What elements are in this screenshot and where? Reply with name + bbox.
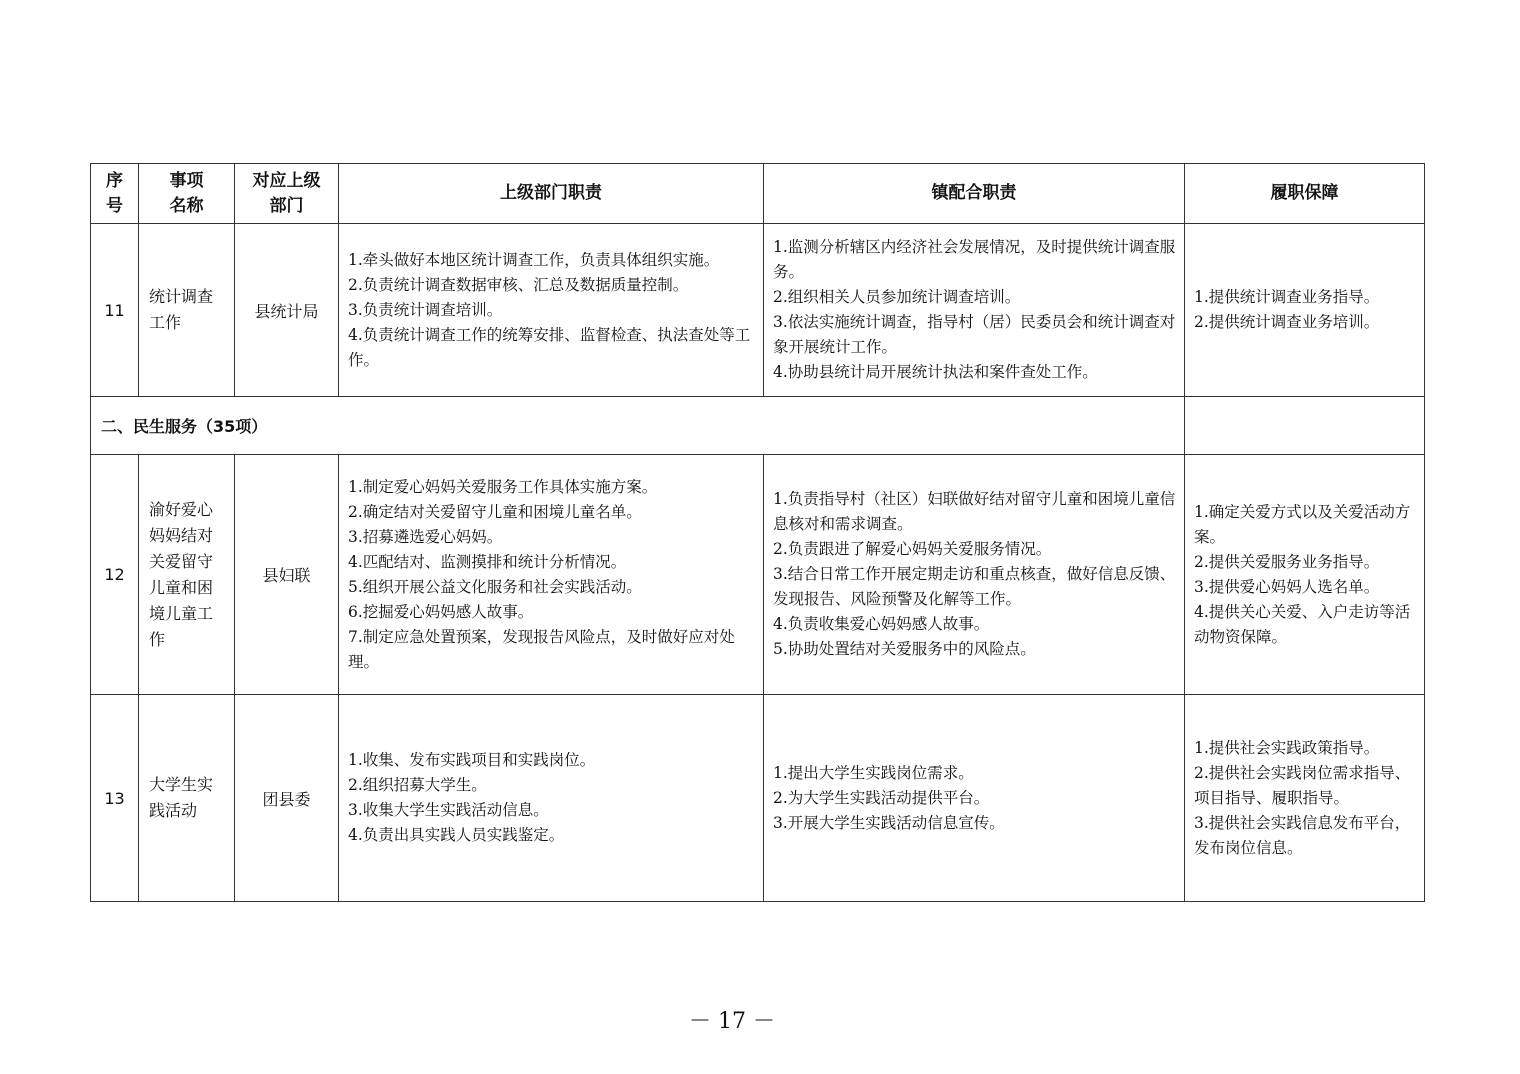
duty-item: 1.提出大学生实践岗位需求。 — [773, 763, 974, 782]
row-upper-duty — [339, 695, 764, 902]
section-title: 二、民生服务（35项） — [91, 397, 1185, 455]
row-name: 统计调查 工作 — [139, 224, 235, 397]
row-guarantee — [1185, 224, 1425, 397]
row-town-duty — [764, 695, 1185, 902]
row-name: 大学生实践活动 — [139, 695, 235, 902]
duty-item: 1.制定爱心妈妈关爱服务工作具体实施方案。 — [348, 477, 658, 496]
duty-item: 2.提供社会实践岗位需求指导、项目指导、履职指导。 — [1194, 763, 1411, 807]
duty-item: 2.组织相关人员参加统计调查培训。 — [773, 288, 1021, 306]
row-dept: 团县委 — [235, 695, 339, 902]
duty-item: 3.开展大学生实践活动信息宣传。 — [773, 813, 1005, 832]
duty-item: 4.负责出具实践人员实践鉴定。 — [348, 826, 565, 844]
duty-item: 3.收集大学生实践活动信息。 — [348, 801, 549, 819]
row-guarantee — [1185, 695, 1425, 902]
duty-item: 7.制定应急处置预案，发现报告风险点，及时做好应对处理。 — [348, 627, 735, 671]
row-name: 渝好爱心妈妈结对关爱留守儿童和困境儿童工作 — [139, 455, 235, 695]
duty-item: 3.依法实施统计调查，指导村（居）民委员会和统计调查对象开展统计工作。 — [773, 313, 1176, 356]
row-seq: 11 — [91, 224, 139, 397]
row-upper-duty — [339, 224, 764, 397]
duty-item: 2.提供关爱服务业务指导。 — [1194, 552, 1380, 571]
duty-item: 1.收集、发布实践项目和实践岗位。 — [348, 751, 596, 769]
duty-item: 5.组织开展公益文化服务和社会实践活动。 — [348, 577, 642, 596]
section-empty-cell — [1185, 397, 1425, 455]
page-number: － 17 － — [689, 1009, 775, 1034]
duty-item: 3.负责统计调查培训。 — [348, 300, 503, 319]
duty-table — [90, 163, 1425, 902]
duty-item: 1.负责指导村（社区）妇联做好结对留守儿童和困境儿童信息核对和需求调查。 — [773, 490, 1176, 533]
duty-item: 4.负责统计调查工作的统筹安排、监督检查、执法查处等工作。 — [348, 325, 751, 369]
duty-item: 1.提供社会实践政策指导。 — [1194, 738, 1380, 757]
section-row — [91, 397, 1425, 455]
header-row — [91, 164, 1425, 224]
duty-item: 1.确定关爱方式以及关爱活动方案。 — [1194, 502, 1411, 546]
header-upper-duty: 上级部门职责 — [339, 164, 764, 224]
row-guarantee — [1185, 455, 1425, 695]
duty-item: 2.确定结对关爱留守儿童和困境儿童名单。 — [348, 502, 642, 521]
duty-item: 1.提供统计调查业务指导。 — [1194, 288, 1380, 306]
header-guarantee: 履职保障 — [1185, 164, 1425, 224]
duty-item: 6.挖掘爱心妈妈感人故事。 — [348, 602, 534, 621]
row-seq: 12 — [91, 455, 139, 695]
row-town-duty — [764, 455, 1185, 695]
duty-item: 3.提供社会实践信息发布平台，发布岗位信息。 — [1194, 813, 1411, 857]
table-row — [91, 455, 1425, 695]
duty-item: 4.协助县统计局开展统计执法和案件查处工作。 — [773, 363, 1098, 381]
row-upper-duty — [339, 455, 764, 695]
duty-item: 2.负责统计调查数据审核、汇总及数据质量控制。 — [348, 275, 689, 294]
duty-item: 5.协助处置结对关爱服务中的风险点。 — [773, 640, 1036, 658]
row-dept: 县统计局 — [235, 224, 339, 397]
header-name: 事项 名称 — [139, 164, 235, 224]
duty-item: 2.组织招募大学生。 — [348, 776, 487, 794]
duty-item: 3.提供爱心妈妈人选名单。 — [1194, 577, 1380, 596]
duty-item: 2.为大学生实践活动提供平台。 — [773, 788, 990, 807]
duty-item: 4.负责收集爱心妈妈感人故事。 — [773, 615, 990, 633]
duty-item: 3.结合日常工作开展定期走访和重点核查，做好信息反馈、发现报告、风险预警及化解等工作。 — [773, 565, 1176, 608]
header-town-duty: 镇配合职责 — [764, 164, 1185, 224]
row-dept: 县妇联 — [235, 455, 339, 695]
header-dept: 对应上级 部门 — [235, 164, 339, 224]
table-row — [91, 224, 1425, 397]
duty-item: 1.牵头做好本地区统计调查工作，负责具体组织实施。 — [348, 250, 720, 269]
duty-item: 2.提供统计调查业务培训。 — [1194, 313, 1380, 331]
duty-item: 1.监测分析辖区内经济社会发展情况，及时提供统计调查服务。 — [773, 238, 1176, 281]
duty-item: 4.匹配结对、监测摸排和统计分析情况。 — [348, 552, 627, 571]
duty-item: 4.提供关心关爱、入户走访等活动物资保障。 — [1194, 602, 1411, 646]
duty-item: 2.负责跟进了解爱心妈妈关爱服务情况。 — [773, 540, 1052, 558]
row-town-duty — [764, 224, 1185, 397]
table-row — [91, 695, 1425, 902]
header-seq: 序 号 — [91, 164, 139, 224]
row-seq: 13 — [91, 695, 139, 902]
duty-item: 3.招募遴选爱心妈妈。 — [348, 527, 503, 546]
